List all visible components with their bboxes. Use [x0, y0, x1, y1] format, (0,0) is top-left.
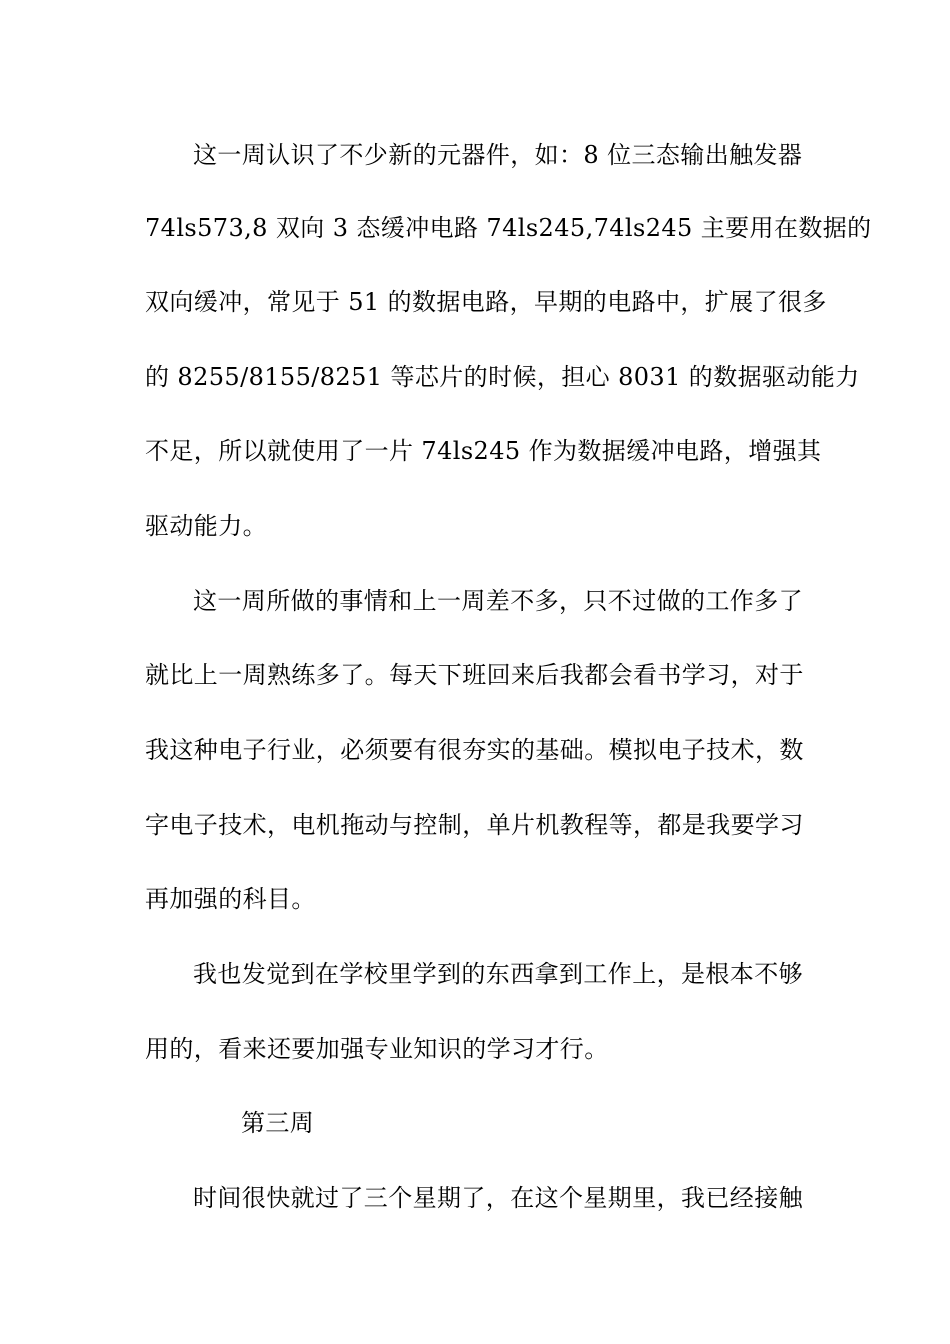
paragraph-2-line-2: 就比上一周熟练多了。每天下班回来后我都会看书学习，对于	[145, 661, 804, 689]
section-heading: 第三周	[241, 1109, 315, 1137]
paragraph-1-line-2: 74ls573,8 双向 3 态缓冲电路 74ls245,74ls245 主要用在数据的	[145, 214, 872, 242]
paragraph-1-line-4: 的 8255/8155/8251 等芯片的时候，担心 8031 的数据驱动能力	[145, 363, 860, 391]
paragraph-4-line-1: 时间很快就过了三个星期了，在这个星期里，我已经接触	[193, 1184, 803, 1212]
paragraph-2-line-4: 字电子技术，电机拖动与控制，单片机教程等，都是我要学习	[145, 811, 804, 839]
paragraph-1-line-6: 驱动能力。	[145, 512, 267, 540]
paragraph-1-line-5: 不足，所以就使用了一片 74ls245 作为数据缓冲电路，增强其	[145, 437, 822, 465]
paragraph-1-line-1: 这一周认识了不少新的元器件，如：8 位三态输出触发器	[193, 141, 803, 169]
paragraph-2-line-5: 再加强的科目。	[145, 885, 316, 913]
paragraph-3-line-2: 用的，看来还要加强专业知识的学习才行。	[145, 1035, 609, 1063]
paragraph-3-line-1: 我也发觉到在学校里学到的东西拿到工作上，是根本不够	[193, 960, 803, 988]
paragraph-2-line-3: 我这种电子行业，必须要有很夯实的基础。模拟电子技术，数	[145, 736, 804, 764]
paragraph-1-line-3: 双向缓冲，常见于 51 的数据电路，早期的电路中，扩展了很多	[145, 288, 827, 316]
paragraph-2-line-1: 这一周所做的事情和上一周差不多，只不过做的工作多了	[193, 587, 803, 615]
